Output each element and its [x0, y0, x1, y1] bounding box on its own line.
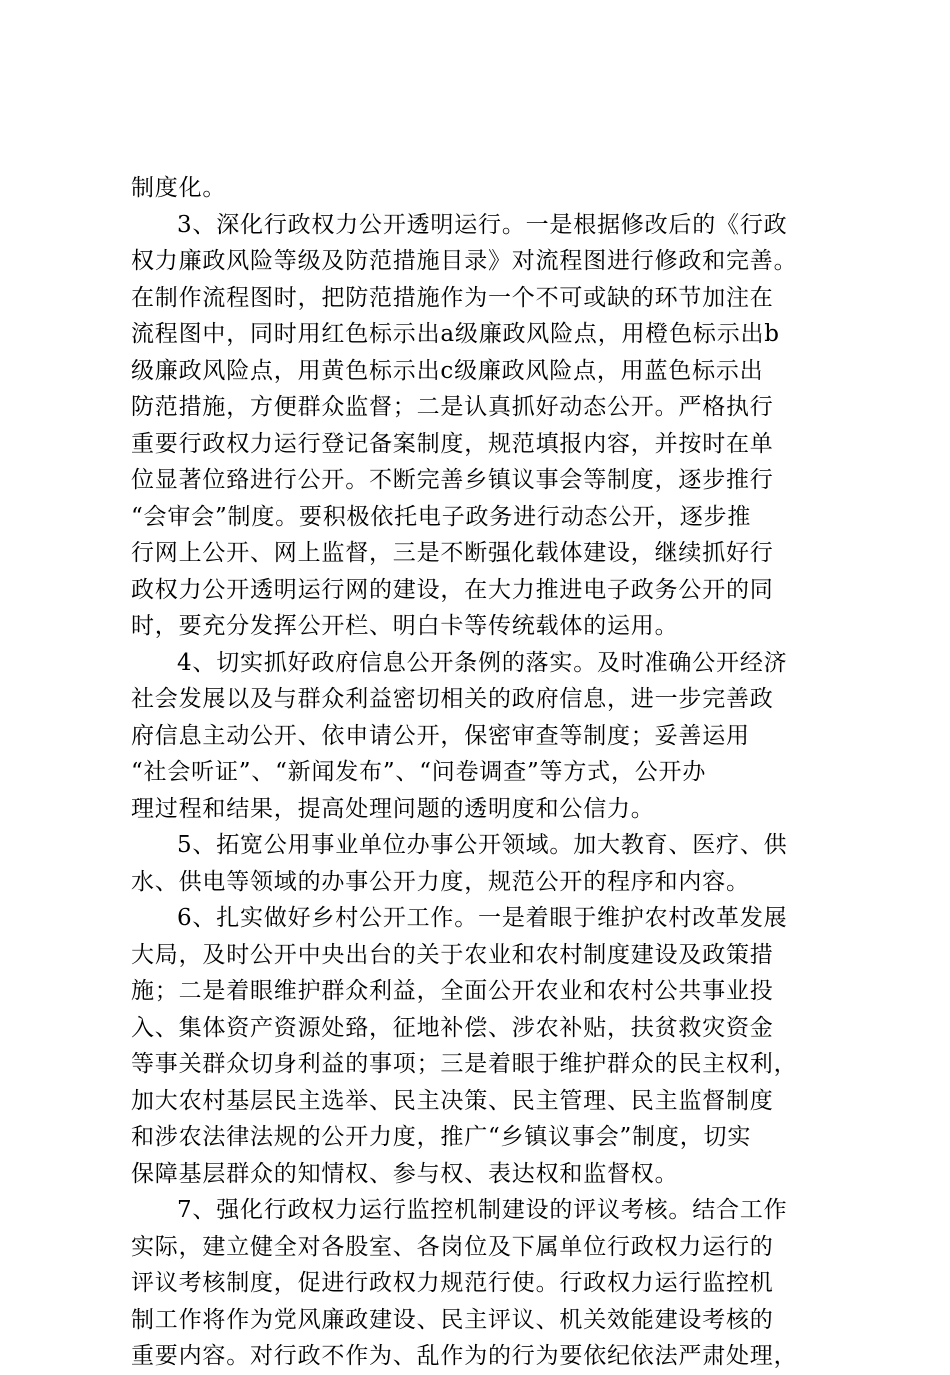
text-line: 保障基层群众的知情权、参与权、表达权和监督权。	[131, 1160, 679, 1187]
text-line: 实际，建立健全对各股室、各岗位及下属单位行政权力运行的	[131, 1233, 774, 1260]
text-line: 理过程和结果，提高处理问题的透明度和公信力。	[131, 795, 655, 822]
text-line: 水、供电等领域的办事公开力度，规范公开的程序和内容。	[131, 868, 750, 895]
text-line: 权力廉政风险等级及防范措施目录》对流程图进行修政和完善。	[131, 248, 798, 274]
text-line: 重要行政权力运行登记备案制度，规范填报内容，并按时在单	[131, 430, 774, 457]
text-line: “会审会”制度。要积极依托电子政务进行动态公开，逐步推	[131, 503, 752, 530]
text-line: 制工作将作为党风廉政建设、民主评议、机关效能建设考核的	[131, 1306, 774, 1333]
text-line: 社会发展以及与群众利益密切相关的政府信息，进一步完善政	[131, 686, 774, 712]
text-line: 入、集体资产资源处臵，征地补偿、涉农补贴，扶贫救灾资金	[131, 1014, 774, 1041]
text-line: 流程图中，同时用红色标示出a级廉政风险点，用橙色标示出b	[131, 321, 780, 347]
text-line: 加大农村基层民主选举、民主决策、民主管理、民主监督制度	[131, 1087, 774, 1114]
text-line: 制度化。	[131, 175, 227, 201]
text-line: 和涉农法律法规的公开力度，推广“乡镇议事会”制度，切实	[131, 1124, 752, 1150]
text-line: 在制作流程图时，把防范措施作为一个不可或缺的环节加注在	[131, 284, 774, 311]
text-line: 政权力公开透明运行网的建设，在大力推进电子政务公开的同	[131, 576, 774, 603]
text-line: 施；二是着眼维护群众利益，全面公开农业和农村公共事业投	[131, 978, 774, 1004]
text-line: 3、深化行政权力公开透明运行。一是根据修改后的《行政	[177, 211, 788, 238]
text-line: 府信息主动公开、依申请公开，保密审查等制度；妥善运用	[131, 722, 750, 749]
document-body	[131, 170, 831, 1375]
text-line: 大局，及时公开中央出台的关于农业和农村制度建设及政策措	[131, 941, 774, 968]
text-line: 重要内容。对行政不作为、乱作为的行为要依纪依法严肃处理，	[131, 1343, 798, 1369]
text-line: 5、拓宽公用事业单位办事公开领域。加大教育、医疗、供	[177, 832, 788, 858]
text-line: 评议考核制度，促进行政权力规范行使。行政权力运行监控机	[131, 1270, 774, 1296]
text-line: 位显著位臵进行公开。不断完善乡镇议事会等制度，逐步推行	[131, 467, 774, 493]
text-line: 行网上公开、网上监督，三是不断强化载体建设，继续抓好行	[131, 540, 774, 566]
text-line: 防范措施，方便群众监督；二是认真抓好动态公开。严格执行	[131, 394, 774, 420]
text-line: 4、切实抓好政府信息公开条例的落实。及时准确公开经济	[177, 649, 788, 676]
text-line: 级廉政风险点，用黄色标示出c级廉政风险点，用蓝色标示出	[131, 357, 764, 384]
text-line: 等事关群众切身利益的事项；三是着眼于维护群众的民主权利，	[131, 1051, 798, 1077]
text-line: “社会听证”、“新闻发布”、“问卷调查”等方式，公开办	[131, 759, 707, 785]
text-line: 时，要充分发挥公开栏、明白卡等传统载体的运用。	[131, 613, 679, 639]
text-line: 6、扎实做好乡村公开工作。一是着眼于维护农村改革发展	[177, 905, 788, 931]
text-line: 7、强化行政权力运行监控机制建设的评议考核。结合工作	[177, 1197, 788, 1223]
